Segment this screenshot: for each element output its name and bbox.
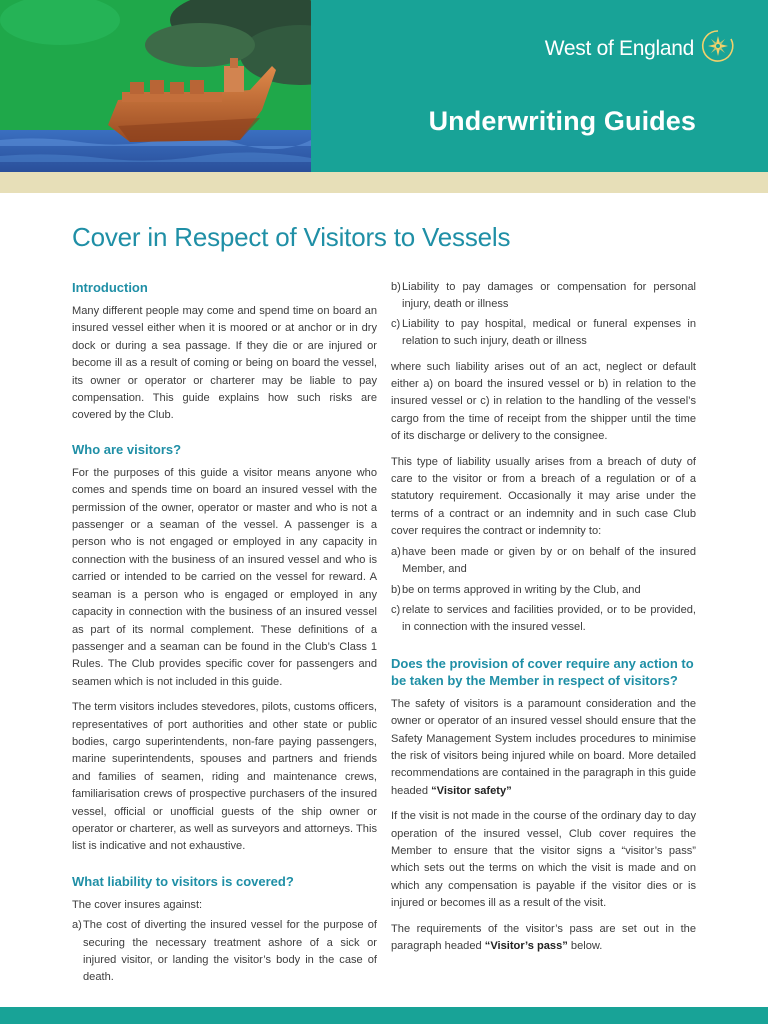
footer-bar bbox=[0, 1007, 768, 1024]
list-item-a bbox=[72, 917, 377, 987]
series-title: Underwriting Guides bbox=[428, 106, 696, 136]
visitor-list-paragraph: The term visitors includes stevedores, pilots, customs officers, representatives of port authorities and other state or public bodies, cargo superintendents, non-fare paying passengers, marine superintendents, spouses and partners and friends and families of seamen, riding and maintenance crews, familiarisation crews of prospective purchasers of the insured vessel, official or unofficial guests of the ship owner or operator or charterer, as well as surveyors and attorneys. This list is indicative and not exhaustive. bbox=[72, 701, 377, 853]
brand-logo bbox=[545, 28, 736, 69]
liability-scope-paragraph: where such liability arises out of an act, neglect or default either a) on board the insured vessel or b) in relation to the insured vessel or c) in relation to the handling of the vessel’s cargo from the time of receipt from the shipper until the time of its discharge or delivery to the consignee. bbox=[391, 360, 696, 443]
list-item-label: a) bbox=[72, 919, 82, 932]
cover-insures-paragraph: The cover insures against: bbox=[72, 898, 203, 911]
liability-type-paragraph: This type of liability usually arises from a breach of duty of care to the visitor or from a breach of a regulation or of a statutory requirement. Occasionally it may arise under the terms of a contract or an indemnity and in such case Club cover requires the contract or indemnity to: bbox=[391, 455, 696, 538]
list-item-c bbox=[391, 316, 696, 351]
list-item-text: have been made or given by or on behalf of the insured Member, and bbox=[402, 545, 696, 576]
introduction-heading: Introduction bbox=[72, 280, 148, 295]
visitor-safety-paragraph bbox=[391, 696, 696, 800]
sub-item-c bbox=[391, 602, 696, 637]
member-action-heading: Does the provision of cover require any action to be taken by the Member in respect of visitors? bbox=[391, 655, 694, 688]
list-item-label: b) bbox=[391, 281, 401, 293]
list-item-text: Liability to pay damages or compensation for personal injury, death or illness bbox=[402, 281, 696, 311]
list-item-text: Liability to pay hospital, medical or funeral expenses in relation to such injury, death or illness bbox=[402, 317, 696, 348]
page-title: Cover in Respect of Visitors to Vessels bbox=[72, 222, 511, 252]
list-item-label: a) bbox=[391, 545, 401, 558]
pass-text: The requirements of the visitor’s pass are set out in the paragraph headed bbox=[391, 922, 696, 952]
pass-text-end: below. bbox=[570, 940, 603, 952]
cargo-ship-photo bbox=[0, 0, 311, 172]
list-item-text: relate to services and facilities provided, or to be provided, in connection with the insured vessel. bbox=[402, 603, 696, 634]
list-item-label: c) bbox=[391, 603, 401, 616]
list-item-text: be on terms approved in writing by the Club, and bbox=[402, 583, 641, 596]
list-item-label: b) bbox=[391, 583, 401, 596]
brand-name: West of England bbox=[544, 36, 694, 60]
visitors-pass-reference: “Visitor’s pass” bbox=[484, 940, 568, 952]
introduction-paragraph: Many different people may come and spend time on board an insured vessel either when it is moored or at anchor or in dry dock or during a sea passage. If they die or are injured or become ill as a result of coming or being on board the vessel, its owner or operator or charterer may be liable to pay compensation. This guide explains how such risks are covered by the Club. bbox=[72, 305, 377, 422]
right-column bbox=[391, 279, 696, 963]
visit-pass-paragraph: If the visit is not made in the course of the ordinary day to day operation of the insured vessel, Club cover requires the Member to ensure that the visitor signs a “visitor’s pass” which sets out the terms on which the visit is made and on which any compensation is payable if the visitor dies or is injured or becomes ill as a result of the visit. bbox=[391, 810, 696, 910]
list-item-label: c) bbox=[391, 317, 401, 330]
who-are-visitors-heading: Who are visitors? bbox=[72, 441, 182, 457]
safety-text: The safety of visitors is a paramount consideration and the owner or operator of an insured vessel should ensure that the Safety Management System includes procedures to minimise the risk of visitors being injured while on board. More detailed recommendations are contained in the paragraph in this guide headed bbox=[391, 697, 696, 797]
liability-covered-heading: What liability to visitors is covered? bbox=[72, 873, 294, 889]
compass-star-icon bbox=[700, 28, 736, 69]
beige-band bbox=[0, 172, 768, 193]
list-item-text: The cost of diverting the insured vessel for the purpose of securing the necessary treatment ashore of a sick or injured visitor, or landing the visitor’s body in the case of death. bbox=[83, 919, 377, 984]
header-banner bbox=[0, 0, 768, 172]
list-item-b bbox=[391, 279, 696, 314]
sub-item-b bbox=[391, 582, 696, 599]
visitor-safety-reference: “Visitor safety” bbox=[431, 784, 512, 797]
sub-item-a bbox=[391, 544, 696, 579]
visitor-definition-paragraph: For the purposes of this guide a visitor means anyone who comes and spends time on board an insured vessel with the permission of the owner, operator or master and who is not a passenger or a seaman of the vessel. A passenger is a person who is not engaged or employed in any capacity in connection with the business of an insured vessel and who is carried or intended to be carried on the vessel for reward. A seaman is a person who is engaged or employed in any capacity in connection with the business of an insured vessel as part of its normal complement. These definitions of a passenger and a seaman can be found in the Club’s Class 1 Rules. The Club provides specific cover for passengers and seamen which is not included in this guide. bbox=[72, 466, 377, 688]
pass-requirements-paragraph bbox=[391, 921, 696, 956]
left-column bbox=[72, 279, 377, 987]
